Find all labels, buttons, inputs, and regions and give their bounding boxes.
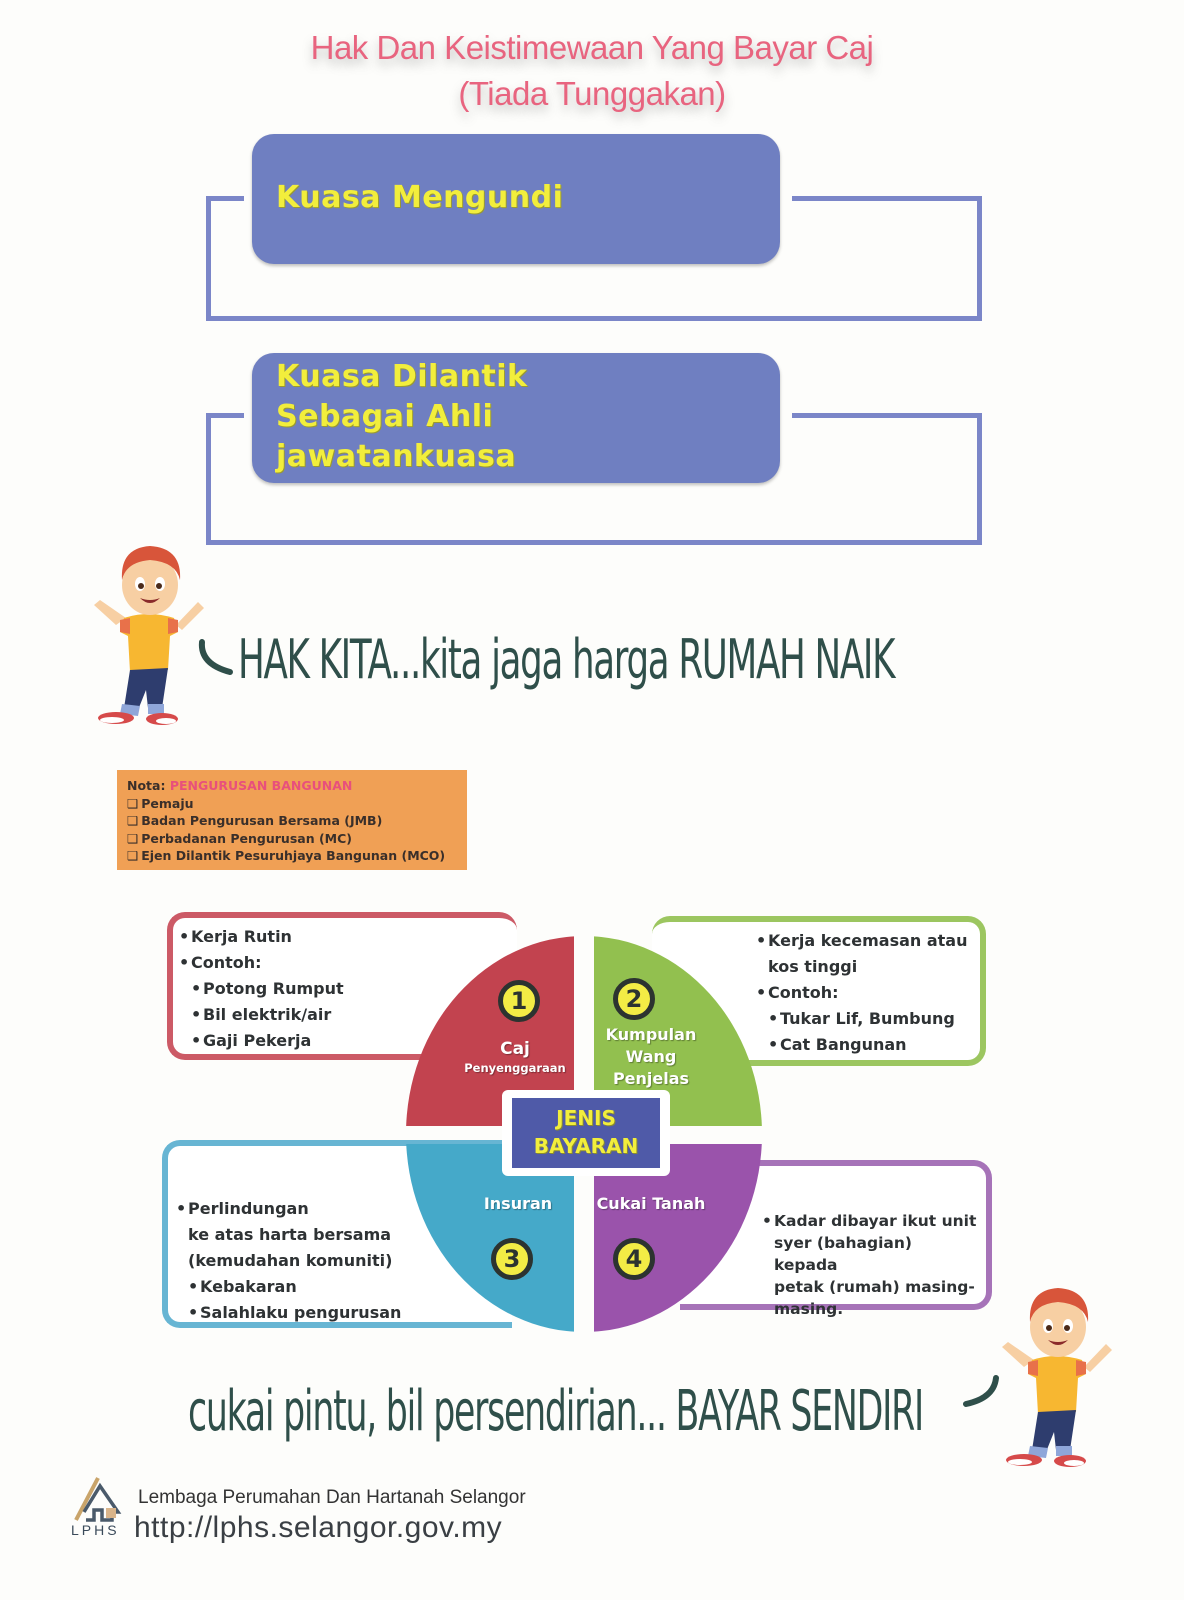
quadrant-label-insurance: Insuran — [483, 1194, 553, 1213]
detail-item: • Kerja Rutin — [179, 924, 511, 950]
checkbox-icon: ❑ — [127, 848, 139, 863]
note-prefix: Nota: — [127, 778, 166, 793]
detail-item: kos tinggi — [768, 957, 858, 976]
detail-item: • Tukar Lif, Bumbung — [756, 1006, 980, 1032]
note-heading-text: PENGURUSAN BANGUNAN — [169, 778, 353, 793]
detail-item: • Contoh: — [179, 950, 511, 976]
note-item — [127, 795, 457, 813]
org-name: Lembaga Perumahan Dan Hartanah Selangor — [138, 1487, 526, 1508]
speech-tail-icon — [196, 636, 236, 686]
slogan-top: HAK KITA...kita jaga harga RUMAH NAIK — [238, 628, 895, 691]
slogan-bottom: cukai pintu, bil persendirian... BAYAR SENDIRI — [188, 1379, 924, 1444]
note-item-text: Perbadanan Pengurusan (MC) — [141, 830, 352, 846]
cartoon-boy-illustration — [86, 540, 216, 725]
detail-item: • Gaji Pekerja — [179, 1028, 511, 1054]
detail-item: • Kebakaran — [176, 1274, 506, 1300]
quadrant-title: Caj — [500, 1039, 530, 1059]
right-label: Kuasa Mengundi — [276, 180, 564, 215]
detail-item: • Salahlaku pengurusan — [176, 1300, 506, 1326]
detail-item: syer (bahagian) kepada — [774, 1234, 913, 1274]
center-label-line: BAYARAN — [533, 1134, 639, 1158]
number-badge-1: 1 — [498, 980, 540, 1022]
number-badge-4: 4 — [613, 1238, 655, 1280]
quadrant-label-maintenance — [450, 1038, 580, 1076]
detail-item: • Perlindungan — [176, 1196, 506, 1222]
center-label-box — [502, 1090, 670, 1176]
logo-text: LPHS — [71, 1522, 120, 1538]
detail-item: ke atas harta bersama — [188, 1225, 392, 1244]
checkbox-icon: ❑ — [127, 813, 139, 828]
number-badge-2: 2 — [613, 978, 655, 1020]
website-link[interactable]: http://lphs.selangor.gov.my — [134, 1511, 503, 1544]
lphs-logo-icon — [72, 1472, 128, 1524]
quadrant-title-line: Penjelas — [612, 1069, 690, 1088]
right-label-line: jawatankuasa — [276, 439, 517, 474]
checkbox-icon: ❑ — [127, 830, 139, 846]
quadrant-label-sinking-fund — [596, 1024, 706, 1090]
detail-item: • Potong Rumput — [179, 976, 511, 1002]
detail-item: • Bil elektrik/air — [179, 1002, 511, 1028]
detail-item: (kemudahan komuniti) — [188, 1251, 393, 1270]
center-label-line: JENIS — [556, 1106, 616, 1130]
detail-item: • Cat Bangunan — [756, 1032, 980, 1058]
right-card — [252, 353, 780, 483]
note-box — [117, 770, 467, 870]
page-title: Hak Dan Keistimewaan Yang Bayar Caj — [310, 29, 874, 66]
note-item-text: Badan Pengurusan Bersama (JMB) — [141, 813, 383, 828]
checkbox-icon: ❑ — [127, 795, 139, 811]
note-item — [127, 847, 457, 865]
detail-item: • Kerja kecemasan atau — [756, 928, 980, 954]
note-item-text: Pemaju — [141, 795, 194, 811]
quadrant-label-land-tax: Cukai Tanah — [596, 1194, 706, 1213]
number-badge-3: 3 — [491, 1238, 533, 1280]
page-subtitle: (Tiada Tunggakan) — [458, 75, 726, 112]
note-heading — [127, 777, 457, 795]
quadrant-title-line: Kumpulan — [605, 1025, 697, 1044]
right-card — [252, 134, 780, 264]
detail-item: • Contoh: — [756, 980, 980, 1006]
note-item-text: Ejen Dilantik Pesuruhjaya Bangunan (MCO) — [141, 848, 446, 863]
quadrant-title-line: Wang — [625, 1047, 677, 1066]
center-label — [512, 1098, 660, 1168]
note-item — [127, 830, 457, 848]
cartoon-boy-illustration — [994, 1282, 1124, 1467]
right-label-line: Kuasa Dilantik — [276, 359, 528, 394]
right-label-line: Sebagai Ahli — [276, 399, 494, 434]
detail-item: petak (rumah) masing- — [774, 1278, 975, 1296]
detail-item: • Kadar dibayar ikut unit — [762, 1210, 980, 1232]
quadrant-subtitle: Penyenggaraan — [464, 1061, 566, 1075]
note-item — [127, 812, 457, 830]
detail-item: masing. — [774, 1300, 844, 1318]
